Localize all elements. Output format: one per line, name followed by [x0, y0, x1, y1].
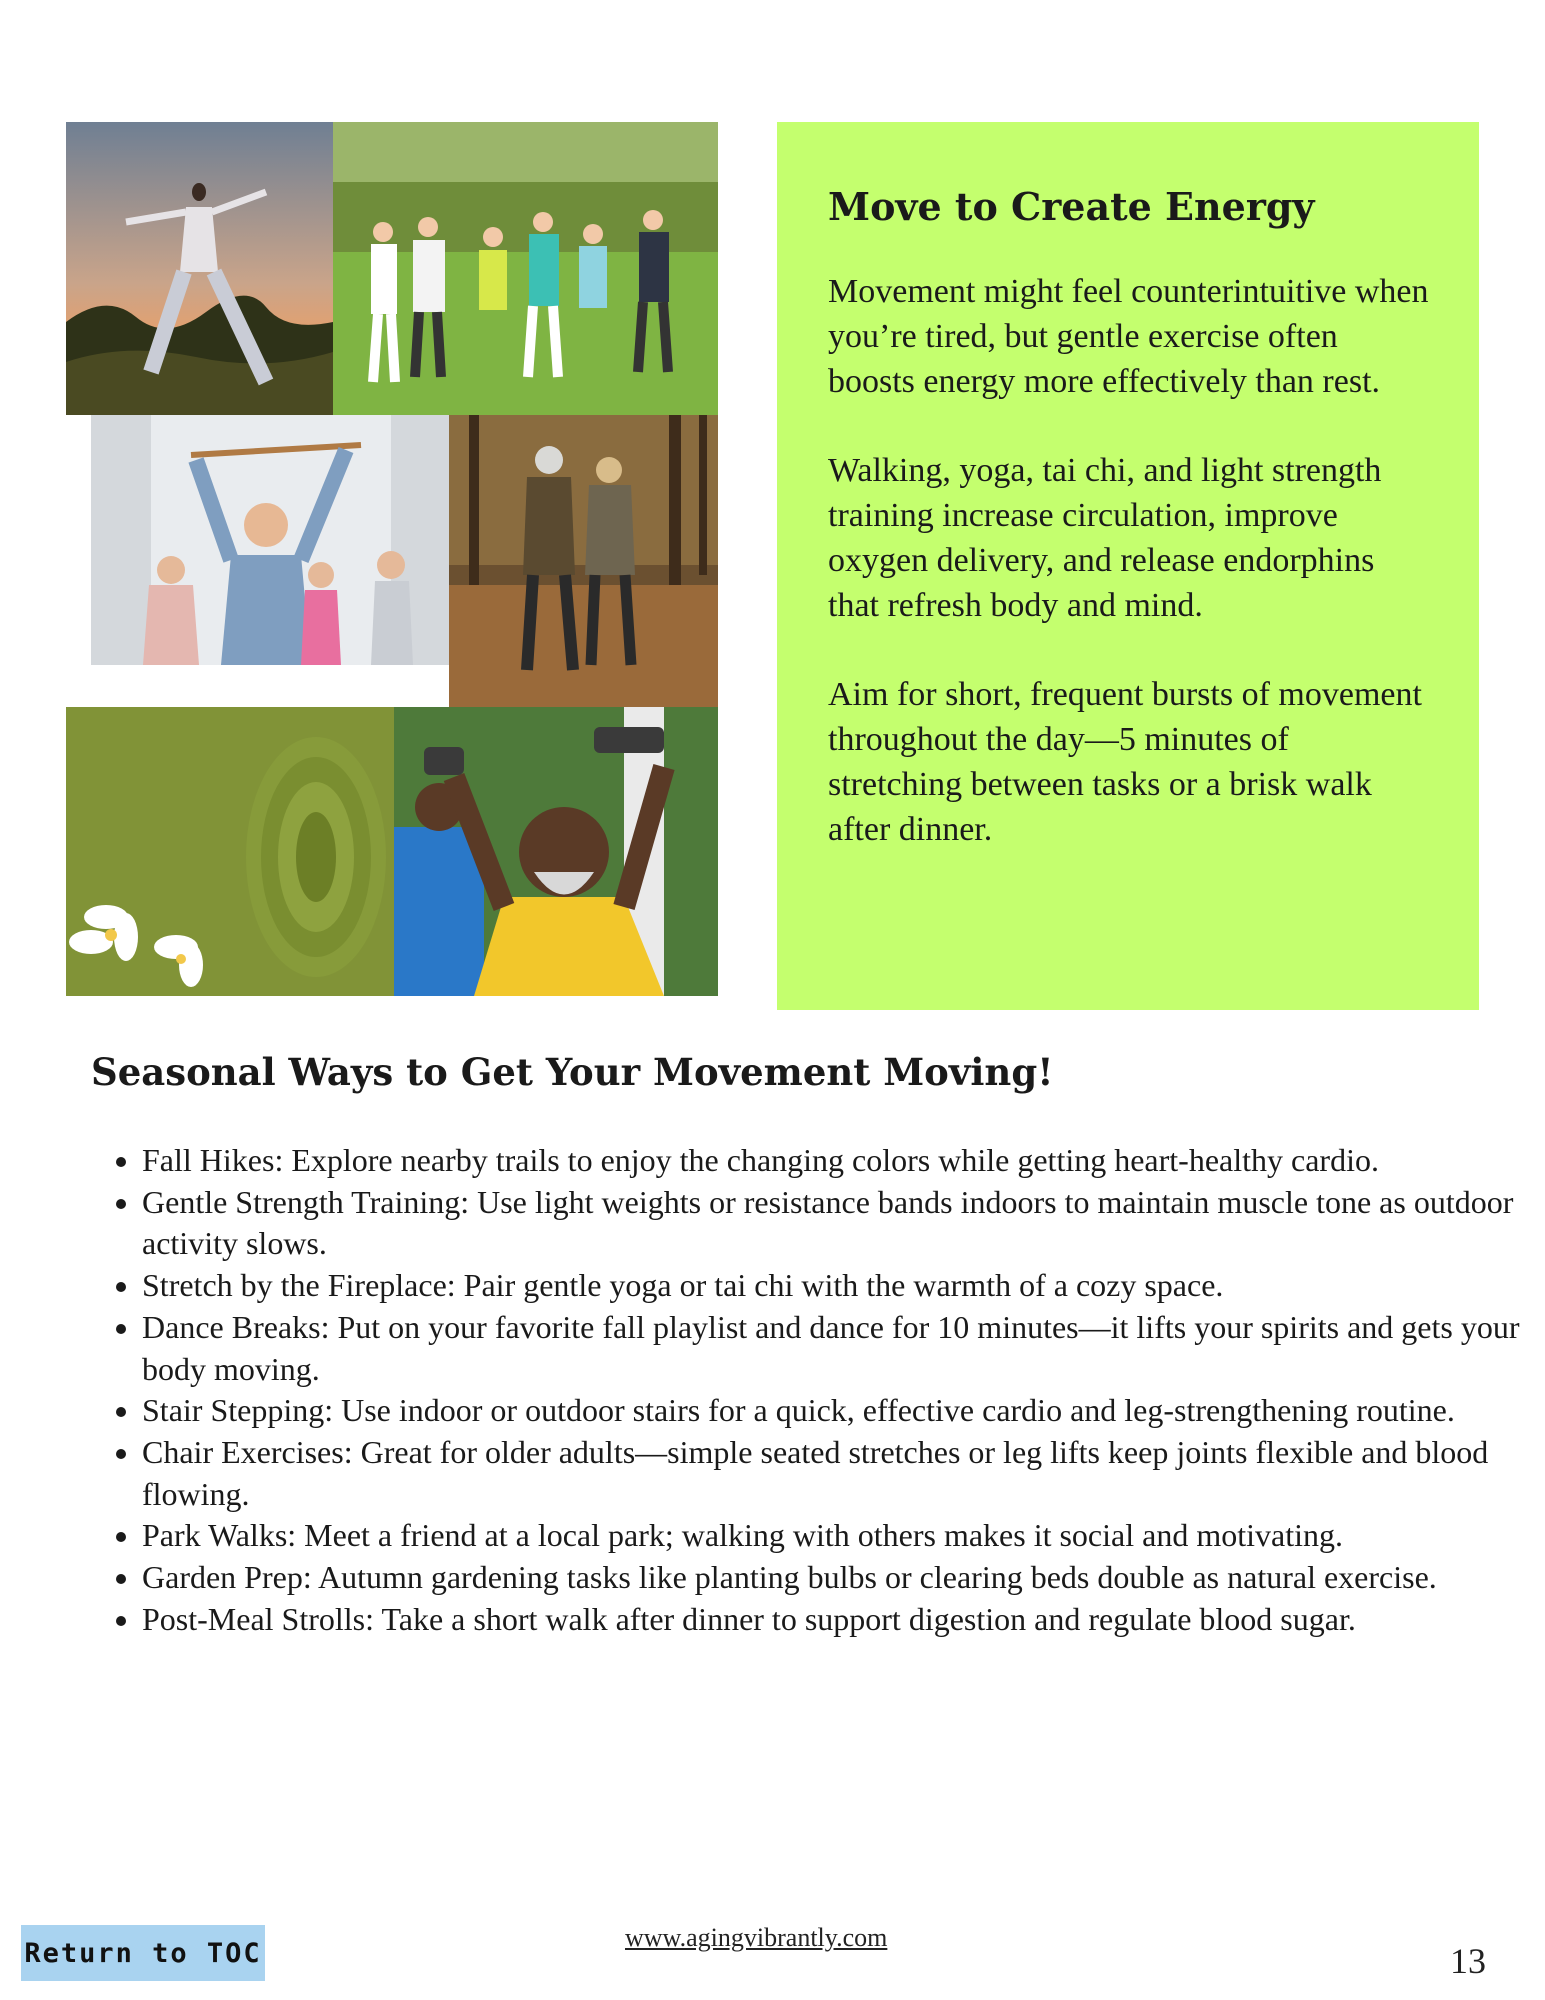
website-link[interactable]: www.agingvibrantly.com — [625, 1923, 888, 1952]
photo-tai-chi-sunset — [66, 122, 333, 415]
panel-paragraph-3: Aim for short, frequent bursts of movement throughout the day—5 minutes of stretching between tasks or a brisk walk after dinner. — [828, 676, 1422, 849]
list-item: • Park Walks: Meet a friend at a local park; walking with others makes it social and motivating. — [142, 1515, 1542, 1557]
photo-group-stretching-park — [333, 122, 718, 415]
list-item: • Stretch by the Fireplace: Pair gentle yoga or tai chi with the warmth of a cozy space. — [142, 1265, 1542, 1307]
list-item: • Garden Prep: Autumn gardening tasks like planting bulbs or clearing beds double as natural exercise. — [142, 1557, 1542, 1599]
photo-seniors-stick-exercise — [91, 415, 449, 665]
list-item: • Dance Breaks: Put on your favorite fall playlist and dance for 10 minutes—it lifts your spirits and gets your body moving. — [142, 1307, 1542, 1390]
panel-heading: Move to Create Energy — [828, 184, 1315, 229]
section-title: Seasonal Ways to Get Your Movement Moving! — [91, 1050, 1054, 1094]
page-number: 13 — [1450, 1941, 1486, 1981]
photo-couple-autumn-walk — [449, 415, 718, 707]
photo-yoga-mat-flowers — [66, 707, 394, 996]
return-to-toc-button[interactable]: Return to TOC — [21, 1925, 265, 1981]
move-energy-panel — [777, 122, 1479, 1010]
list-item: • Stair Stepping: Use indoor or outdoor stairs for a quick, effective cardio and leg-strengthening routine. — [142, 1390, 1542, 1432]
photo-man-dumbbells — [394, 707, 718, 996]
list-item: • Gentle Strength Training: Use light weights or resistance bands indoors to maintain muscle tone as outdoor activity slows. — [142, 1182, 1542, 1265]
list-item: • Post-Meal Strolls: Take a short walk after dinner to support digestion and regulate blood sugar. — [142, 1599, 1542, 1641]
panel-paragraph-2: Walking, yoga, tai chi, and light strength training increase circulation, improve oxygen delivery, and release endorphins that refresh body and mind. — [828, 452, 1382, 625]
seasonal-movement-list — [92, 1140, 1542, 1640]
list-item: • Fall Hikes: Explore nearby trails to enjoy the changing colors while getting heart-healthy cardio. — [142, 1140, 1542, 1182]
panel-paragraph-1: Movement might feel counterintuitive when you’re tired, but gentle exercise often boosts energy more effectively than rest. — [828, 273, 1429, 401]
list-item: • Chair Exercises: Great for older adults—simple seated stretches or leg lifts keep joints flexible and blood flowing. — [142, 1432, 1542, 1515]
